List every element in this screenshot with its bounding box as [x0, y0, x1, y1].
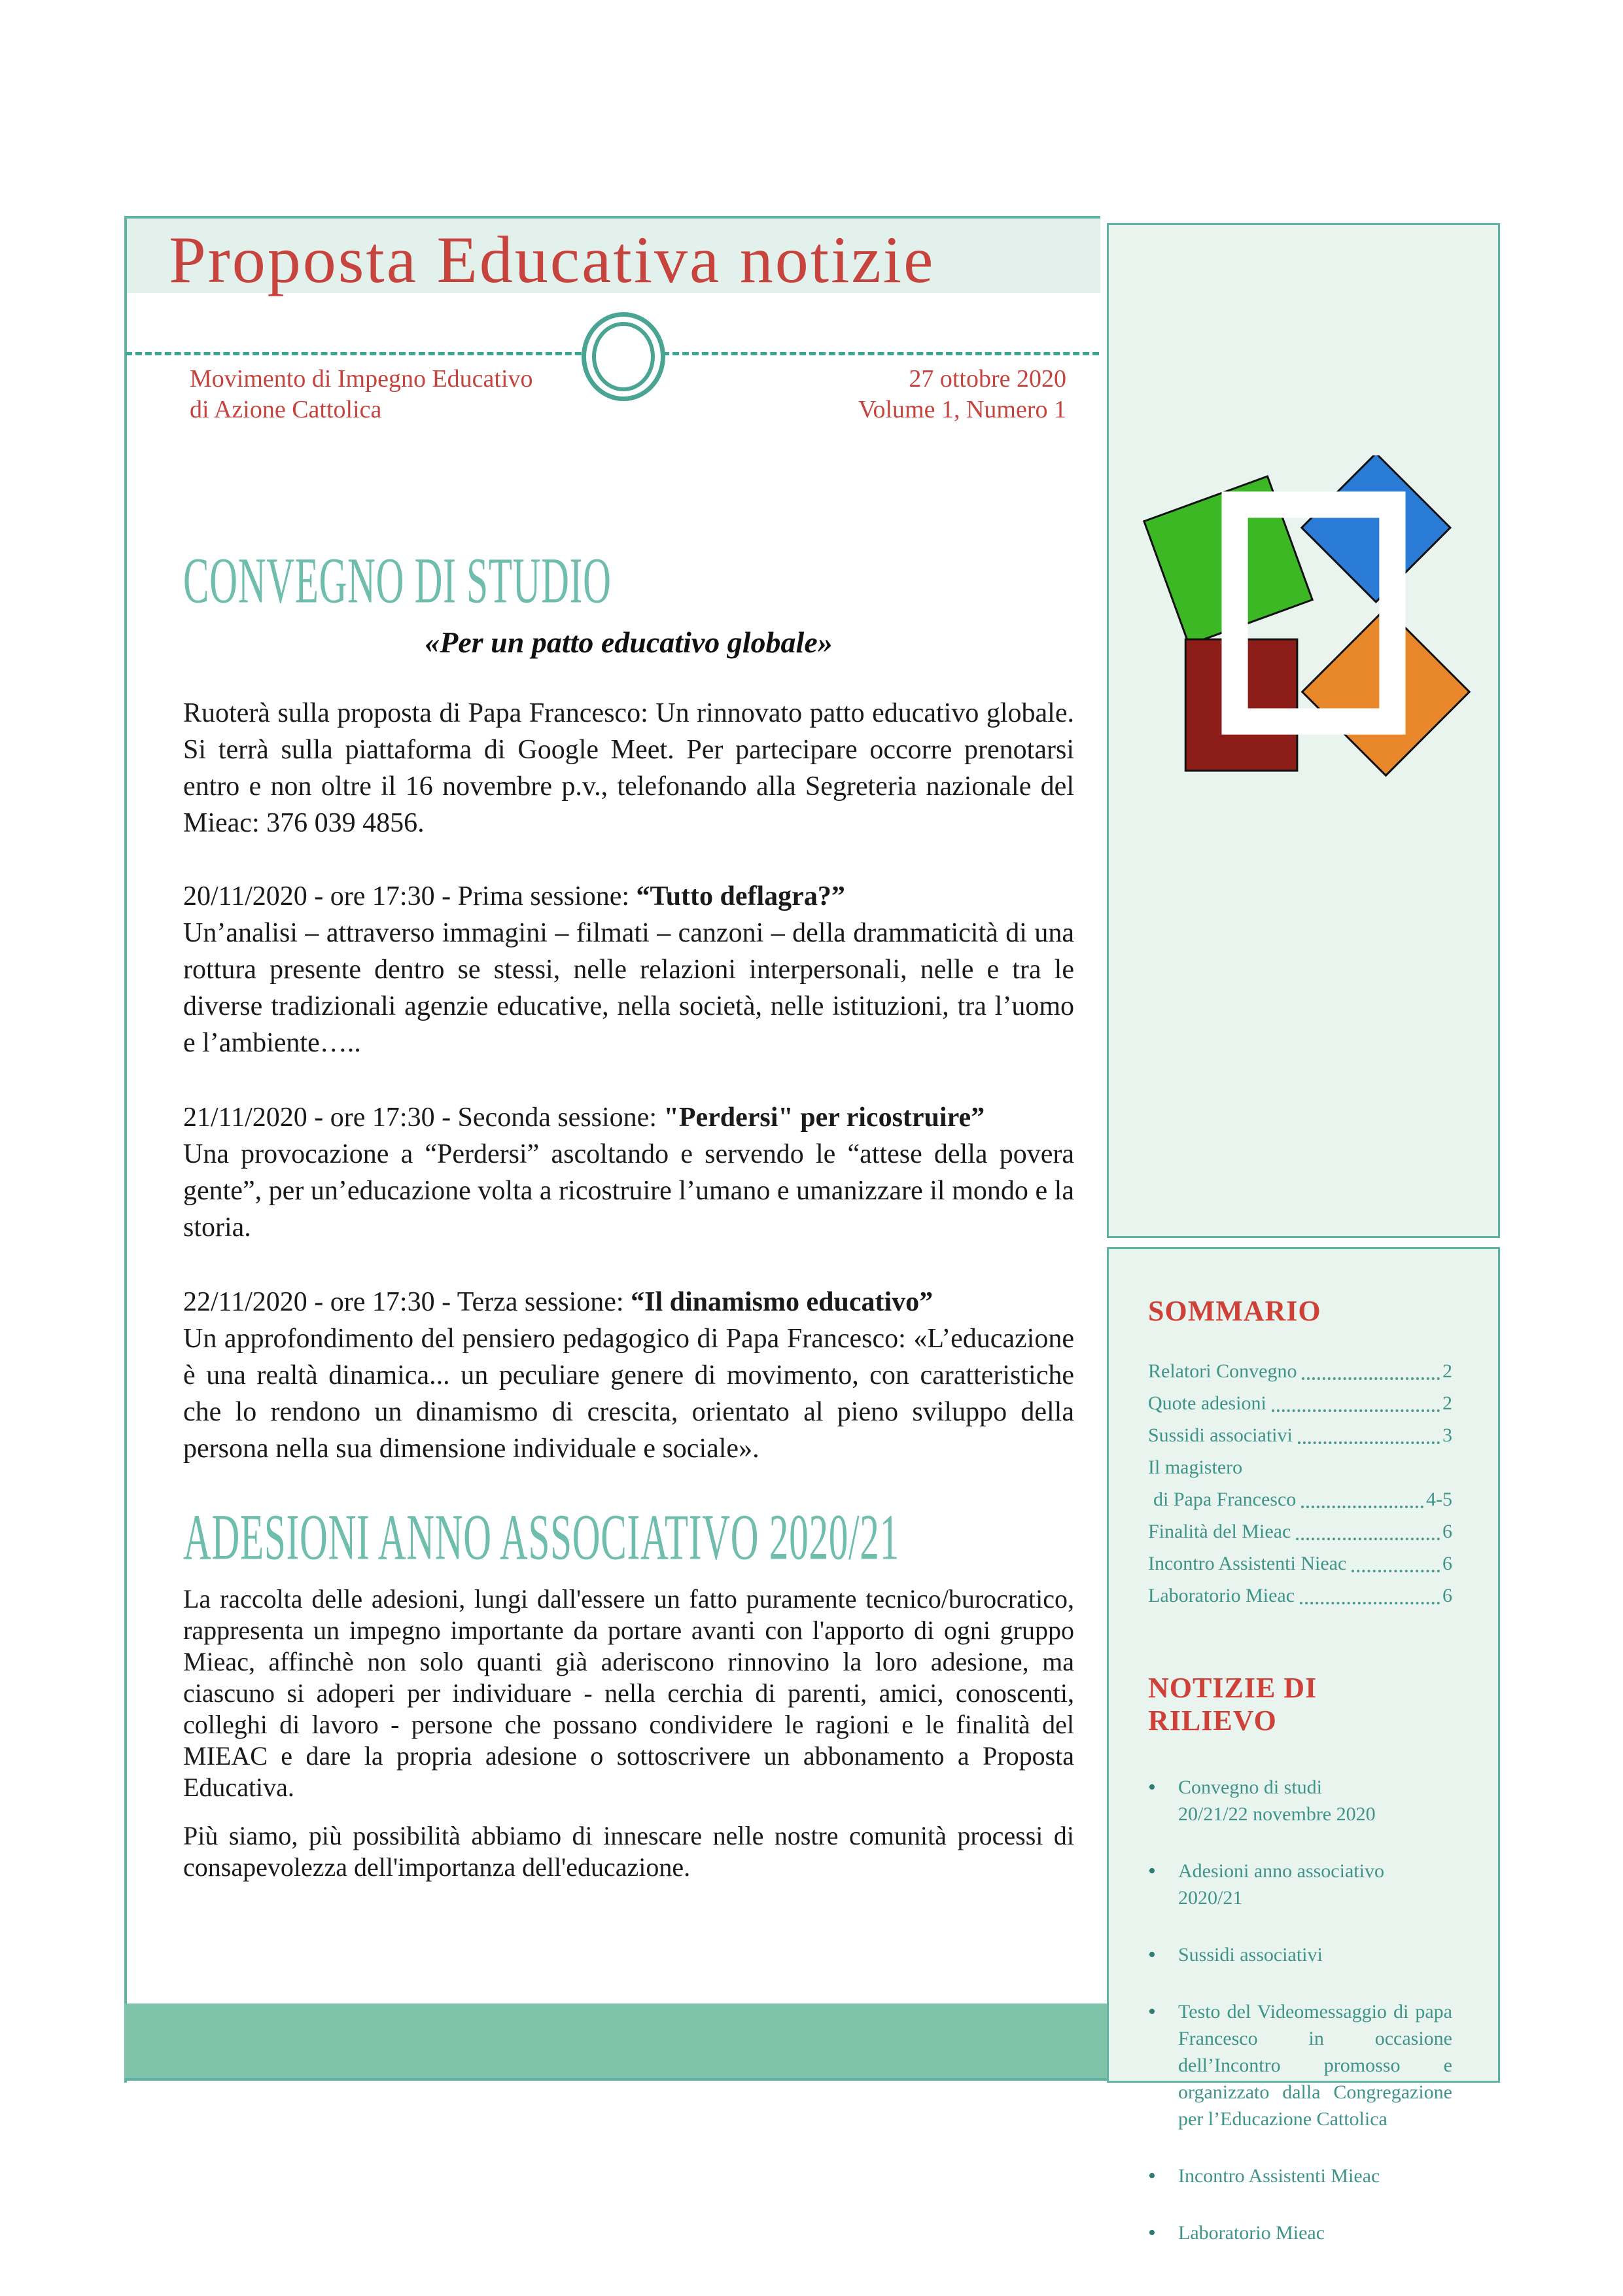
circle-ornament-inner: [592, 322, 655, 391]
session-block-2: [183, 1099, 1074, 1246]
notizie-item-line: 20/21/22 novembre 2020: [1178, 1803, 1376, 1825]
notizie-item: [1148, 1774, 1452, 1828]
footer-bar: [124, 2004, 1107, 2081]
sidebar-logo-box: [1107, 223, 1500, 1238]
session-2-heading: [183, 1099, 1074, 1136]
notizie-item-text: Testo del Videomessaggio di papa Francesco in occasione dell’Incontro promosso e organizzato dalla Congregazione per l’Educazione Cattolica: [1178, 2001, 1452, 2130]
toc-label: Quote adesioni: [1148, 1392, 1266, 1414]
toc-item: [1148, 1419, 1452, 1451]
notizie-item-text: Sussidi associativi: [1178, 1944, 1323, 1966]
toc-leader: [1296, 1538, 1440, 1540]
sommario-heading: SOMMARIO: [1148, 1295, 1321, 1327]
notizie-item-text: Adesioni anno associativo 2020/21: [1178, 1860, 1384, 1909]
newsletter-title: Proposta Educativa notizie: [169, 223, 935, 297]
section-heading-adesioni: ADESIONI ANNO ASSOCIATIVO 2020/21: [183, 1502, 899, 1574]
toc-item: [1148, 1483, 1452, 1515]
toc-page: 6: [1442, 1553, 1452, 1574]
session-1-heading: [183, 878, 1074, 915]
notizie-item: [1148, 1941, 1452, 1968]
notizie-item: [1148, 1858, 1452, 1911]
sommario-list: [1148, 1355, 1452, 1612]
toc-label: Finalità del Mieac: [1148, 1521, 1291, 1542]
toc-leader: [1301, 1506, 1423, 1508]
toc-label: Incontro Assistenti Nieac: [1148, 1553, 1347, 1574]
org-line-1: Movimento di Impegno Educativo: [190, 365, 533, 393]
session-1-title: “Tutto deflagra?”: [636, 881, 845, 911]
toc-label: Il magistero: [1148, 1457, 1243, 1478]
bullet-icon: •: [1148, 2164, 1156, 2188]
toc-page: 2: [1442, 1360, 1452, 1382]
convegno-intro: Ruoterà sulla proposta di Papa Francesco: Un rinnovato patto educativo globale. Si terrà sulla piattaforma di Google Meet. Per partecipare occorre prenotarsi entro e non oltre il 16 novembre p.v., telefonando alla Segreteria nazionale del Mieac: 376 039 4856.: [183, 698, 1074, 838]
org-line-2: di Azione Cattolica: [190, 396, 382, 423]
toc-label: Relatori Convegno: [1148, 1360, 1297, 1382]
toc-leader: [1302, 1377, 1440, 1380]
session-2-datetime: 21/11/2020 - ore 17:30 - Seconda sessione:: [183, 1103, 664, 1133]
toc-page: 3: [1442, 1424, 1452, 1446]
toc-label: Sussidi associativi: [1148, 1424, 1293, 1446]
session-1-datetime: 20/11/2020 - ore 17:30 - Prima sessione:: [183, 881, 637, 911]
sidebar-content-box: [1107, 1247, 1500, 2245]
notizie-item: [1148, 1998, 1452, 2132]
toc-page: 6: [1442, 1521, 1452, 1542]
toc-leader: [1272, 1409, 1440, 1412]
notizie-list: [1148, 1774, 1452, 2246]
notizie-item: [1148, 2163, 1452, 2189]
bullet-icon: •: [1148, 2221, 1156, 2245]
bullet-icon: •: [1148, 1859, 1156, 1883]
mieac-logo-icon: [1143, 455, 1484, 784]
adesioni-paragraph-1: La raccolta delle adesioni, lungi dall'essere un fatto puramente tecnico/burocratico, rappresenta un impegno importante da portare avanti con l'apporto di ogni gruppo Mieac, affinchè non solo quanti già aderiscono rinnovino la loro adesione, ma ciascuno si adoperi per individuare - nella cerchia di parenti, amici, conoscenti, colleghi di lavoro - persone che possano condividere le ragioni e le finalità del MIEAC e dare la propria adesione o sottoscrivere un abbonamento a Proposta Educativa.: [183, 1584, 1074, 1802]
bullet-icon: •: [1148, 2000, 1156, 2024]
toc-item: [1148, 1580, 1452, 1612]
notizie-item-text: Incontro Assistenti Mieac: [1178, 2165, 1380, 2187]
section-heading-convegno: CONVEGNO DI STUDIO: [183, 545, 612, 617]
main-column: [183, 545, 1074, 1900]
session-3-datetime: 22/11/2020 - ore 17:30 - Terza sessione:: [183, 1287, 631, 1317]
toc-label: Laboratorio Mieac: [1148, 1585, 1295, 1606]
toc-page: 2: [1442, 1392, 1452, 1414]
toc-item: [1148, 1387, 1452, 1419]
toc-leader: [1298, 1441, 1440, 1444]
session-block-3: [183, 1284, 1074, 1467]
session-3-body: Un approfondimento del pensiero pedagogico di Papa Francesco: «L’educazione è una realtà dinamica... un peculiare genere di movimento, con caratteristiche che lo rendono un dinamismo di crescita, orientato al pieno sviluppo della persona nella sua dimensione individuale e sociale».: [183, 1324, 1074, 1464]
session-3-title: “Il dinamismo educativo”: [631, 1287, 934, 1317]
toc-item: [1148, 1515, 1452, 1547]
toc-leader: [1352, 1570, 1440, 1572]
toc-item: [1148, 1547, 1452, 1580]
notizie-item: [1148, 2219, 1452, 2246]
convegno-subtitle: «Per un patto educativo globale»: [425, 626, 833, 659]
toc-page: 6: [1442, 1585, 1452, 1606]
notizie-item-text: Laboratorio Mieac: [1178, 2222, 1325, 2244]
page-left-border: [124, 216, 127, 2083]
issue-date: 27 ottobre 2020: [909, 365, 1066, 393]
toc-item: [1148, 1451, 1452, 1483]
issue-volume: Volume 1, Numero 1: [858, 396, 1066, 423]
bullet-icon: •: [1148, 1775, 1156, 1799]
masthead-band: [127, 219, 1100, 297]
organization-block: [190, 364, 533, 425]
session-2-title: "Perdersi" per ricostruire”: [663, 1103, 985, 1133]
notizie-item-text: [1178, 1774, 1452, 1828]
circle-ornament: [582, 312, 665, 401]
toc-item: [1148, 1355, 1452, 1387]
session-block-1: [183, 878, 1074, 1061]
notizie-item-line: Convegno di studi: [1178, 1776, 1323, 1798]
toc-label: di Papa Francesco: [1153, 1489, 1297, 1510]
toc-leader: [1300, 1602, 1440, 1604]
notizie-heading: NOTIZIE DI RILIEVO: [1148, 1672, 1318, 1737]
bullet-icon: •: [1148, 1943, 1156, 1967]
session-1-body: Un’analisi – attraverso immagini – filmati – canzoni – della drammaticità di una rottura presente dentro se stessi, nelle relazioni interpersonali, nelle e tra le diverse tradizionali agenzie educative, nella società, nelle istituzioni, tra l’uomo e l’ambiente…..: [183, 918, 1074, 1058]
toc-page: 4-5: [1426, 1489, 1452, 1510]
issue-block: [785, 364, 1066, 425]
session-3-heading: [183, 1284, 1074, 1320]
session-2-body: Una provocazione a “Perdersi” ascoltando e servendo le “attese della povera gente”, per un’educazione volta a ricostruire l’umano e umanizzare il mondo e la storia.: [183, 1139, 1074, 1243]
adesioni-paragraph-2: Più siamo, più possibilità abbiamo di innescare nelle nostre comunità processi di consapevolezza dell'importanza dell'educazione.: [183, 1821, 1074, 1882]
